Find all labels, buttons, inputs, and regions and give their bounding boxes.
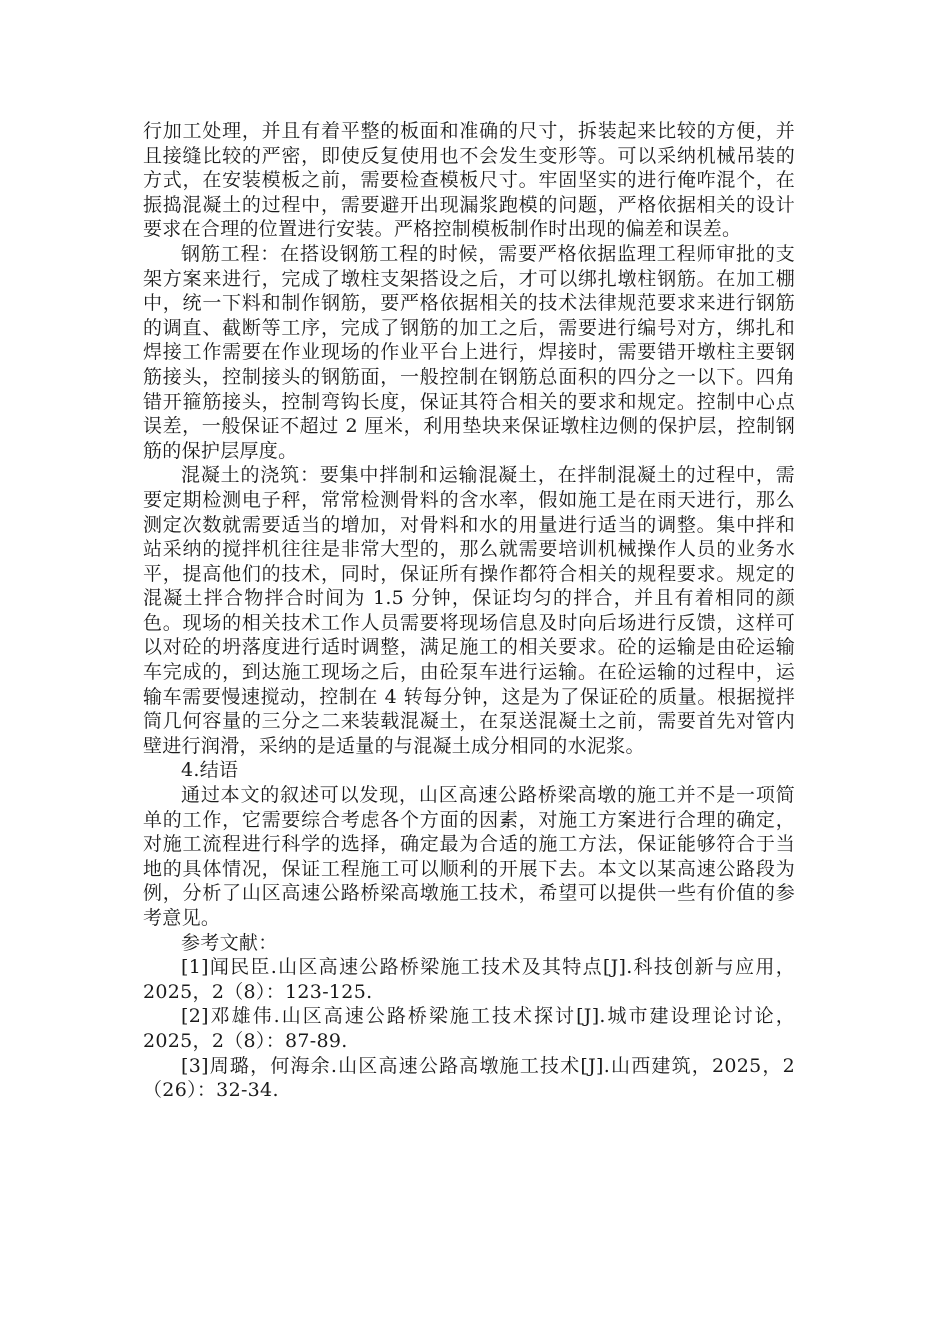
formwork-continuation-paragraph: 行加工处理，并且有着平整的板面和准确的尺寸，拆装起来比较的方便，并且接缝比较的严密，即使反复使用也不会发生变形等。可以采纳机械吊装的方式，在安装模板之前，需要检查模板尺寸。牢固坚实的进行俺咋混个，在振捣混凝土的过程中，需要避开出现漏浆跑模的问题，严格依据相关的设计要求在合理的位置进行安装。严格控制模板制作时出现的偏差和误差。: [143, 120, 795, 241]
document-body: [143, 119, 795, 1103]
references-heading: 参考文献：: [181, 931, 278, 954]
rebar-paragraph: 钢筋工程：在搭设钢筋工程的时候，需要严格依据监理工程师审批的支架方案来进行，完成了墩柱支架搭设之后，才可以绑扎墩柱钢筋。在加工棚中，统一下料和制作钢筋，要严格依据相关的技术法律规范要求来进行钢筋的调直、截断等工序，完成了钢筋的加工之后，需要进行编号对方，绑扎和焊接工作需要在作业现场的作业平台上进行，焊接时，需要错开墩柱主要钢筋接头，控制接头的钢筋面，一般控制在钢筋总面积的四分之一以下。四角错开箍筋接头，控制弯钩长度，保证其符合相关的要求和规定。控制中心点误差，一般保证不超过 2 厘米，利用垫块来保证墩柱边侧的保护层，控制钢筋的保护层厚度。: [143, 242, 795, 462]
reference-item-1: [1]闻民臣.山区高速公路桥梁施工技术及其特点[J].科技创新与应用，2025，2（8）：123-125.: [143, 956, 795, 1003]
conclusion-heading: 4.结语: [181, 759, 239, 782]
reference-item-3: [3]周璐，何海余.山区高速公路高墩施工技术[J].山西建筑，2025，2（26）：32-34.: [143, 1054, 795, 1102]
reference-item-2: [2]邓雄伟.山区高速公路桥梁施工技术探讨[J].城市建设理论讨论，2025，2（8）：87-89.: [143, 1005, 795, 1052]
conclusion-paragraph: 通过本文的叙述可以发现，山区高速公路桥梁高墩的施工并不是一项简单的工作，它需要综合考虑各个方面的因素，对施工方案进行合理的确定，对施工流程进行科学的选择，确定最为合适的施工方法，保证能够符合于当地的具体情况，保证工程施工可以顺利的开展下去。本文以某高速公路段为例，分析了山区高速公路桥梁高墩施工技术，希望可以提供一些有价值的参考意见。: [143, 784, 795, 929]
concrete-paragraph: 混凝土的浇筑：要集中拌制和运输混凝土，在拌制混凝土的过程中，需要定期检测电子秤，常常检测骨料的含水率，假如施工是在雨天进行，那么测定次数就需要适当的增加，对骨料和水的用量进行适当的调整。集中拌和站采纳的搅拌机往往是非常大型的，那么就需要培训机械操作人员的业务水平，提高他们的技术，同时，保证所有操作都符合相关的规程要求。规定的混凝土拌合物拌合时间为 1.5 分钟，保证均匀的拌合，并且有着相同的颜色。现场的相关技术工作人员需要将现场信息及时向后场进行反馈，这样可以对砼的坍落度进行适时调整，满足施工的相关要求。砼的运输是由砼运输车完成的，到达施工现场之后，由砼泵车进行运输。在砼运输的过程中，运输车需要慢速搅动，控制在 4 转每分钟，这是为了保证砼的质量。根据搅拌筒几何容量的三分之二来装载混凝土，在泵送混凝土之前，需要首先对管内壁进行润滑，采纳的是适量的与混凝土成分相同的水泥浆。: [143, 464, 795, 757]
